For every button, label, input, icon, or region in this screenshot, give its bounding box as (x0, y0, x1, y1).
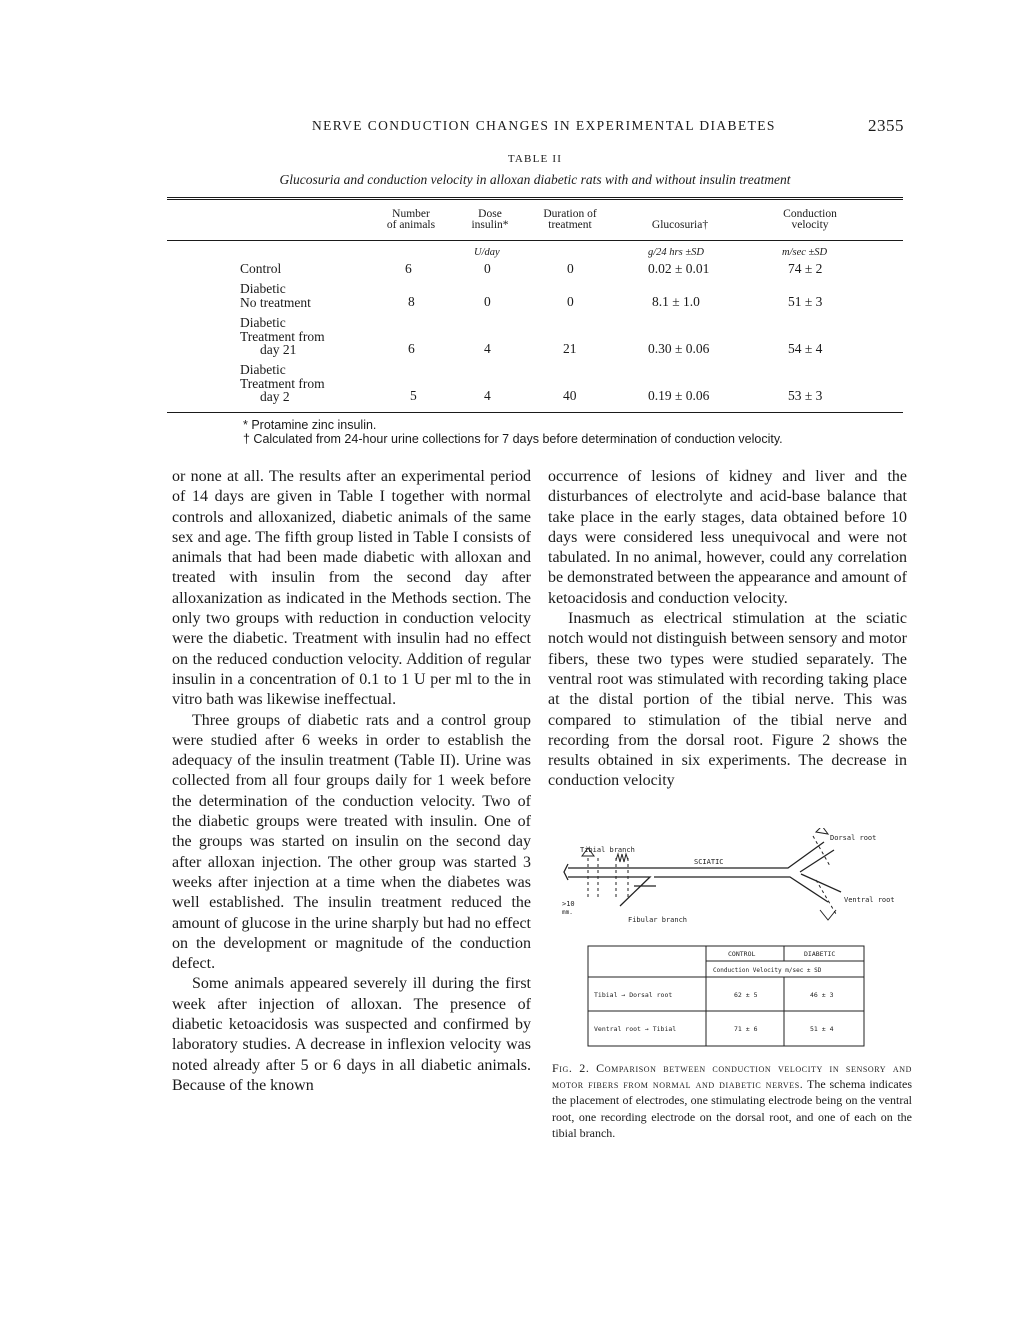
dorsal-root-lower-edge (800, 850, 834, 872)
paragraph: Three groups of diabetic rats and a control group were studied after 6 weeks in order to establish the adequacy of the insulin treatment (Table II). Urine was collected from all four groups daily for 1 week before the determination of the conduction velocity. Two of the diabetic groups were treated with insulin. One of the groups was started on insulin on the second day after alloxan injection. The other group was started 3 weeks after injection at a time when the diabetes was well established. The insulin treatment reduced the amount of glucose in the urine sharply but had no effect on the development or magnitude of the conduction defect. (172, 711, 531, 973)
cell-velocity: 53 ± 3 (788, 388, 823, 403)
table-caption: Glucosuria and conduction velocity in alloxan diabetic rats with and without insulin treatment (279, 172, 791, 187)
row-label-line: No treatment (240, 294, 311, 310)
table-footnote: † Calculated from 24-hour urine collections for 7 days before determination of conduction velocity. (243, 432, 783, 446)
header-velocity-line1: Conduction (783, 208, 837, 220)
row-label-line: Diabetic (240, 315, 286, 330)
table-row-label (240, 262, 281, 276)
table-top-rule (167, 197, 903, 200)
row-label-line: Treatment from (240, 328, 325, 344)
running-title: NERVE CONDUCTION CHANGES IN EXPERIMENTAL DIABETES (312, 118, 776, 133)
cell-duration: 0 (567, 294, 574, 309)
figure-caption (552, 1060, 912, 1141)
label-tibial-branch: Tibial branch (580, 846, 635, 854)
cell-dose: 0 (484, 294, 491, 309)
table-bottom-rule (167, 412, 903, 413)
paragraph: or none at all. The results after an experimental period of 14 days are given in Table I together with normal controls and alloxanized, diabetic animals of the same sex and age. The fifth group listed in Table I consists of animals that had been made diabetic with alloxan and treated with insulin from the second day after alloxanization as indicated in the Methods section. The only two groups with reduction in conduction velocity were the diabetic. Treatment with insulin had no effect on the reduced conduction velocity. Addition of regular insulin in a concentration of 0.1 to 1 U per ml to the in vitro bath was likewise ineffectual. (172, 468, 531, 709)
cut-end (564, 864, 568, 880)
label-dorsal-root: Dorsal root (830, 834, 877, 842)
units-velocity: m/sec ±SD (782, 247, 828, 258)
row-label-line: day 2 (260, 389, 290, 404)
header-animals-line2: of animals (386, 219, 436, 231)
cell-velocity: 51 ± 3 (788, 294, 823, 309)
left-column (172, 467, 531, 1096)
header-conduction-velocity (772, 209, 848, 231)
table-footnote: * Protamine zinc insulin. (243, 418, 377, 432)
figure-2 (558, 828, 908, 1053)
row-label-line: Diabetic (240, 281, 286, 296)
row-label-line: Treatment from (240, 375, 325, 391)
inset-col-diabetic: DIABETIC (804, 950, 836, 958)
cell-velocity: 54 ± 4 (788, 341, 823, 356)
inset-cell-control: 71 ± 6 (734, 1025, 758, 1033)
figure-caption-lead: Fig. 2. Comparison between conduction velocity in sensory and motor fibers from normal and diabetic nerves. (552, 1061, 912, 1092)
nerve-schema (558, 828, 908, 1053)
header-dose-line1: Dose (478, 208, 502, 220)
label-fibular-branch: Fibular branch (628, 916, 688, 924)
cell-animals: 6 (408, 341, 415, 356)
label-ventral-root: Ventral root (844, 896, 895, 904)
inset-cell-control: 62 ± 5 (734, 991, 758, 999)
table-header-rule (167, 240, 903, 241)
row-label-line: Control (240, 261, 282, 276)
table-row-label (240, 316, 325, 357)
label-sciatic: SCIATIC (694, 858, 724, 866)
header-glucosuria: Glucosuria† (651, 219, 709, 231)
cell-dose: 4 (484, 388, 491, 403)
row-label-line: day 21 (260, 342, 297, 357)
page-number: 2355 (868, 116, 904, 135)
running-head (0, 116, 1020, 138)
header-duration (532, 209, 608, 231)
cell-duration: 0 (567, 261, 574, 276)
right-column (548, 467, 907, 792)
ventral-electrode-icon (820, 910, 836, 920)
cell-animals: 6 (405, 261, 412, 276)
cell-animals: 5 (410, 388, 417, 403)
cell-dose: 4 (484, 341, 491, 356)
table-row-label (240, 282, 311, 309)
header-duration-line2: treatment (548, 219, 592, 231)
header-velocity-line2: velocity (791, 219, 829, 231)
table-label: TABLE II (507, 153, 563, 165)
inset-cell-diabetic: 46 ± 3 (810, 991, 834, 999)
cell-dose: 0 (484, 261, 491, 276)
cell-duration: 40 (563, 388, 577, 403)
header-number-of-animals (380, 209, 442, 231)
header-dose-line2: insulin* (471, 219, 509, 231)
dorsal-electrode-icon (816, 828, 828, 834)
ventral-root-upper-edge (801, 874, 841, 892)
cell-glucosuria: 0.30 ± 0.06 (648, 341, 710, 356)
inset-row-label: Tibial → Dorsal root (594, 991, 673, 999)
cell-velocity: 74 ± 2 (788, 261, 823, 276)
paragraph: occurrence of lesions of kidney and liver and the disturbances of electrolyte and acid-base balance that take place in the early stages, data obtained before 10 days were considered less unequivocal and were not tabulated. In no animal, however, could any correlation be demonstrated between the appearance and amount of ketoacidosis and conduction velocity. (548, 468, 907, 607)
label-distance-unit: mm. (562, 909, 573, 916)
inset-row-label: Ventral root → Tibial (594, 1025, 677, 1033)
cell-glucosuria: 0.02 ± 0.01 (648, 261, 710, 276)
paragraph: Some animals appeared severely ill during the first week after injection of alloxan. The presence of diabetic ketoacidosis was suspected and confirmed by laboratory studies. A decrease in inflexion velocity was noted already after 5 or 6 days in all diabetic animals. Because of the known (172, 975, 531, 1094)
cell-glucosuria: 0.19 ± 0.06 (648, 388, 710, 403)
inset-table-text (594, 950, 835, 1033)
sciatic-lower-edge (654, 877, 828, 902)
inset-col-control: CONTROL (728, 950, 756, 958)
header-duration-line1: Duration of (543, 208, 597, 220)
inset-cell-diabetic: 51 ± 4 (810, 1025, 834, 1033)
header-animals-line1: Number (392, 208, 430, 220)
header-dose-insulin (462, 209, 518, 231)
paragraph: Inasmuch as electrical stimulation at the sciatic notch would not distinguish between sensory and motor fibers, these two types were studied separately. The ventral root was stimulated with recording taking place at the distal portion of the tibial nerve. This was compared to stimulation of the tibial nerve and recording from the dorsal root. Figure 2 shows the results obtained in six experiments. The decrease in conduction velocity (548, 610, 907, 790)
label-distance: >10 (562, 900, 575, 908)
figure-caption-text: The schema indicates the placement of electrodes, one stimulating electrode being on the ventral root, one recording electrode on the dorsal root, and one of each on the tibial branch. (552, 1077, 912, 1140)
row-label-line: Diabetic (240, 362, 286, 377)
inset-subheader: Conduction Velocity m/sec ± SD (713, 967, 822, 974)
cell-duration: 21 (563, 341, 577, 356)
recording-trace-icon (616, 854, 628, 862)
table-row-label (240, 363, 325, 404)
units-glucosuria: g/24 hrs ±SD (648, 247, 704, 258)
units-dose: U/day (474, 247, 500, 258)
tibial-lower-edge (568, 877, 650, 906)
cell-animals: 8 (408, 294, 415, 309)
cell-glucosuria: 8.1 ± 1.0 (652, 294, 700, 309)
